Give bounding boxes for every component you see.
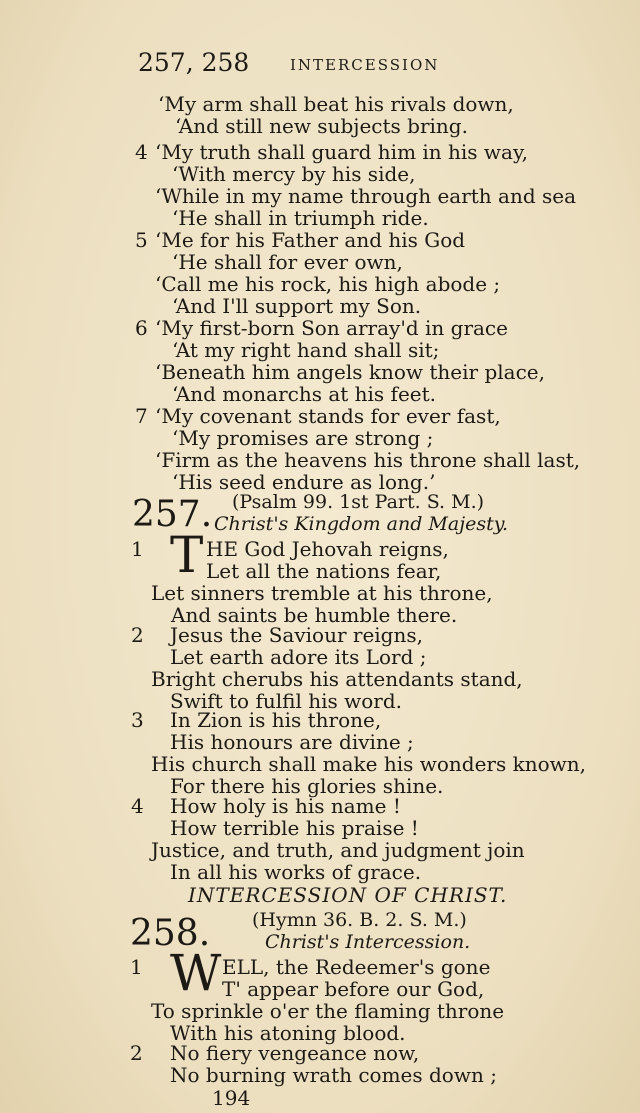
verse-line: How terrible his praise ! [170,816,419,840]
verse-line: Let all the nations fear, [206,559,442,583]
verse-line: With his atoning blood. [170,1021,406,1045]
header-title: INTERCESSION [290,56,440,74]
verse-line: ELL, the Redeemer's gone [222,955,491,979]
verse-line: For there his glories shine. [170,774,444,798]
verse-line: ‘His seed endure as long.’ [172,470,436,494]
verse-number: 2 [131,623,144,647]
verse-line: In all his works of grace. [170,860,422,884]
hymn-number: 257. [132,494,213,535]
verse-line: ‘And I'll support my Son. [172,294,422,318]
verse-line: ‘Me for his Father and his God [155,228,466,252]
verse-number: 7 [135,404,148,428]
verse-line: Let sinners tremble at his throne, [151,581,493,605]
hymn-number: 258. [130,913,211,954]
drop-cap: T [170,526,204,584]
drop-cap: W [170,944,222,1002]
verse-line: T' appear before our God, [222,977,485,1001]
verse-line: No fiery vengeance now, [170,1041,420,1065]
verse-line: ‘My covenant stands for ever fast, [155,404,501,428]
verse-line: ‘My truth shall guard him in his way, [155,140,528,164]
verse-line: ‘While in my name through earth and sea [155,184,577,208]
verse-line: His church shall make his wonders known, [151,752,586,776]
verse-line: ‘Call me his rock, his high abode ; [155,272,501,296]
hymn-subtitle: Christ's Intercession. [265,931,471,953]
verse-number: 5 [135,228,148,252]
hymn-meta: (Psalm 99. 1st Part. S. M.) [232,491,485,513]
verse-number: 3 [131,708,144,732]
verse-line: ‘With mercy by his side, [172,162,416,186]
page-number: 194 [212,1086,251,1110]
verse-line: Bright cherubs his attendants stand, [151,667,523,691]
verse-line: ‘My promises are strong ; [172,426,434,450]
verse-number: 1 [130,955,143,979]
hymn-subtitle: Christ's Kingdom and Majesty. [214,513,508,535]
verse-line: Justice, and truth, and judgment join [151,838,525,862]
verse-line: Swift to fulfil his word. [170,689,403,713]
verse-line: ‘And monarchs at his feet. [172,382,437,406]
section-heading: INTERCESSION OF CHRIST. [188,883,508,907]
hymn-meta: (Hymn 36. B. 2. S. M.) [252,909,467,931]
verse-line: Jesus the Saviour reigns, [170,623,423,647]
verse-line: In Zion is his throne, [170,708,382,732]
verse-line: ‘My first-born Son array'd in grace [155,316,508,340]
verse-line: And saints be humble there. [171,603,458,627]
verse-line: To sprinkle o'er the flaming throne [151,999,505,1023]
verse-line: Let earth adore its Lord ; [170,645,427,669]
verse-line: ‘My arm shall beat his rivals down, [158,92,514,116]
verse-line: ‘Firm as the heavens his throne shall last, [155,448,581,472]
verse-number: 1 [131,537,144,561]
verse-line: ‘And still new subjects bring. [175,114,468,138]
verse-line: How holy is his name ! [170,794,401,818]
verse-line: HE God Jehovah reigns, [206,537,449,561]
verse-number: 4 [131,794,144,818]
running-header [138,48,490,82]
verse-line: ‘At my right hand shall sit; [172,338,440,362]
verse-number: 4 [135,140,148,164]
verse-number: 2 [130,1041,143,1065]
header-hymn-numbers: 257, 258 [138,48,250,77]
verse-line: No burning wrath comes down ; [170,1063,497,1087]
verse-number: 6 [135,316,148,340]
verse-line: His honours are divine ; [170,730,414,754]
verse-line: ‘He shall for ever own, [172,250,403,274]
verse-line: ‘He shall in triumph ride. [172,206,429,230]
verse-line: ‘Beneath him angels know their place, [155,360,545,384]
